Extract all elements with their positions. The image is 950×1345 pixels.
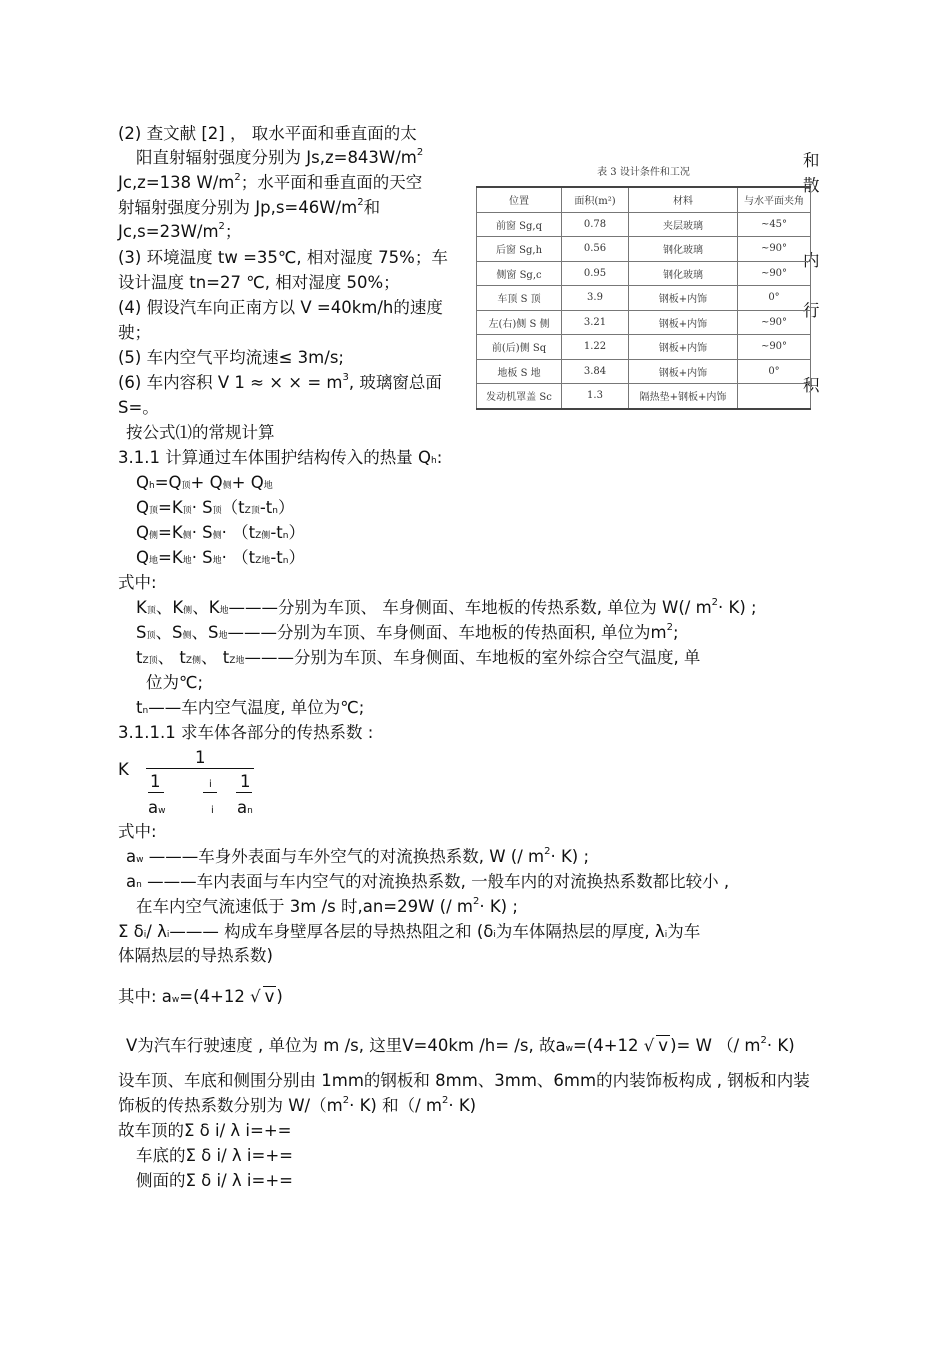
table-row [477, 335, 811, 360]
text-line: (2) 查文献 [2] ， 取水平面和垂直面的太 [118, 124, 417, 143]
table-row [477, 359, 811, 384]
text-line: 体隔热层的导热系数) [118, 946, 273, 965]
table-cell: ~90° [738, 237, 811, 262]
table-row [477, 286, 811, 311]
table-cell: ~90° [738, 261, 811, 286]
side-char: 内 [803, 251, 820, 270]
text-line: 式中: [118, 822, 157, 841]
table-cell: 后窗 Sg,h [477, 237, 562, 262]
table-cell: 前窗 Sg,q [477, 212, 562, 237]
formula-term: i [209, 779, 212, 790]
table-header: 材料 [629, 187, 738, 212]
text-line: 故车顶的Σ δ i/ λ i=+= [118, 1121, 292, 1140]
text-line: 车底的Σ δ i/ λ i=+= [136, 1146, 293, 1165]
formula-numerator: 1 [195, 748, 206, 767]
text-line: K顶、K侧、K地———分别为车顶、 车身侧面、车地板的传热系数, 单位为 W(/ $m^2\cdot K$) ; [136, 597, 757, 617]
table-cell: 0.95 [562, 261, 629, 286]
table-cell: 钢化玻璃 [629, 237, 738, 262]
text-line: (6) 车内容积 V 1 ≈ × × = $m^3$, 玻璃窗总面 [118, 372, 442, 392]
text-line: 位为℃; [146, 673, 204, 692]
text-line: 设计温度 tn=27 ℃, 相对湿度 50%； [118, 273, 400, 292]
fraction-bar [236, 792, 252, 793]
table-cell: ~45° [738, 212, 811, 237]
table-header: 位置 [477, 187, 562, 212]
text-line: Σ δi/ λi——— 构成车身壁厚各层的导热热阻之和 (δi为车体隔热层的厚度, λi为车 [118, 922, 701, 941]
text-line: 式中: [118, 573, 157, 592]
table-cell: 3.9 [562, 286, 629, 311]
text-line: 饰板的传热系数分别为 $W/(m^2\cdot K)$ 和（/ $m^2\cdot K$) [118, 1095, 477, 1115]
text-line: (5) 车内空气平均流速≤ 3m/s; [118, 348, 344, 367]
text-line: 阳直射辐射强度分别为 $Js,z=843W/m^2$ [136, 147, 424, 167]
text-line: $Jc,s=23W/m^2$； [118, 221, 242, 241]
table-cell: 1.22 [562, 335, 629, 360]
fraction-bar [148, 792, 164, 793]
equation: Qh=Q顶+ Q侧+ Q地 [136, 473, 273, 492]
table-cell: 夹层玻璃 [629, 212, 738, 237]
table-cell: 0.78 [562, 212, 629, 237]
text-line: 在车内空气流速低于 3m /s 时,an=29W (/ $m^2\cdot K$) ; [136, 896, 518, 916]
table-title: 表 3 设计条件和工况 [597, 167, 690, 178]
table-cell: 钢板+内饰 [629, 359, 738, 384]
table-cell: 钢板+内饰 [629, 286, 738, 311]
text-line: 侧面的Σ δ i/ λ i=+= [136, 1171, 293, 1190]
section-heading: 3.1.1 计算通过车体围护结构传入的热量 Qh: [118, 448, 443, 467]
section-heading: 3.1.1.1 求车体各部分的传热系数 : [118, 723, 374, 742]
table-header: 面积(m²) [562, 187, 629, 212]
table-cell: 3.84 [562, 359, 629, 384]
formula-term: 1 [240, 772, 251, 791]
table-cell: 侧窗 Sg,c [477, 261, 562, 286]
equation: Q地=K地· S地· （tZ地-tn） [136, 548, 305, 567]
formula-term: aw [148, 798, 166, 817]
equation: Q顶=K顶· S顶（tZ顶-tn） [136, 498, 295, 517]
table-cell: 前(后)侧 Sq [477, 335, 562, 360]
text-line: 其中: aw=(4+12 √ v ) [118, 987, 283, 1006]
text-line: S=。 [118, 398, 159, 417]
formula-term: 1 [150, 772, 161, 791]
formula-k: K [118, 760, 129, 779]
text-line: V为汽车行驶速度 , 单位为 m /s, 这里V=40km /h= /s, 故aw=(4+12 √ v )= W （/ $m^2\cdot K$) [126, 1035, 795, 1055]
side-char: 和 [803, 151, 820, 170]
table-row [477, 384, 811, 409]
text-line: (3) 环境温度 tw =35℃, 相对湿度 75%；车 [118, 248, 448, 267]
table-cell: 发动机罩盖 Sc [477, 384, 562, 409]
side-char: 散 [803, 176, 820, 195]
table-cell: 3.21 [562, 310, 629, 335]
text-line: S顶、S侧、S地———分别为车顶、车身侧面、车地板的传热面积, 单位为$m^2$; [136, 622, 679, 642]
text-line: 设车顶、车底和侧围分别由 1mm的钢板和 8mm、3mm、6mm的内装饰板构成 , 钢板和内装 [118, 1071, 810, 1090]
side-char: 行 [803, 301, 820, 320]
text-line: 按公式⑴的常规计算 [126, 423, 275, 442]
table-cell [738, 384, 811, 409]
table-header: 与水平面夹角 [738, 187, 811, 212]
table-cell: 0° [738, 286, 811, 311]
formula-term: i [211, 805, 214, 816]
table-cell: 0.56 [562, 237, 629, 262]
table-cell: 车顶 S 顶 [477, 286, 562, 311]
fraction-bar [203, 792, 217, 793]
table [476, 186, 811, 410]
design-conditions-table [474, 158, 813, 408]
text-line: tZ顶、 tZ侧、 tZ地———分别为车顶、车身侧面、车地板的室外综合空气温度, 单 [136, 648, 701, 667]
table-cell: ~90° [738, 310, 811, 335]
text-line: 驶； [118, 323, 151, 342]
table-row [477, 310, 811, 335]
equation: Q侧=K侧· S侧· （tZ侧-tn） [136, 523, 305, 542]
table-cell: 0° [738, 359, 811, 384]
table-cell: 钢板+内饰 [629, 310, 738, 335]
text-line: an ———车内表面与车内空气的对流换热系数, 一般车内的对流换热系数都比较小 , [126, 872, 730, 891]
table-row [477, 237, 811, 262]
text-line: Jc,z=138 $W/m^2$；水平面和垂直面的天空 [118, 172, 423, 192]
table-cell: 隔热垫+钢板+内饰 [629, 384, 738, 409]
fraction-bar [146, 768, 254, 769]
table-cell: 左(右)侧 S 侧 [477, 310, 562, 335]
table-cell: 钢板+内饰 [629, 335, 738, 360]
table-cell: 钢化玻璃 [629, 261, 738, 286]
table-row [477, 261, 811, 286]
table-cell: ~90° [738, 335, 811, 360]
table-cell: 1.3 [562, 384, 629, 409]
side-char: 积 [803, 376, 820, 395]
text-line: 射辐射强度分别为 $Jp,s=46W/m^2$和 [118, 197, 381, 217]
text-line: aw ———车身外表面与车外空气的对流换热系数, W (/ $m^2\cdot K$) ; [126, 846, 590, 866]
text-line: (4) 假设汽车向正南方以 V =40km/h的速度 [118, 298, 443, 317]
table-cell: 地板 S 地 [477, 359, 562, 384]
formula-term: an [237, 798, 253, 817]
table-row [477, 212, 811, 237]
text-line: tn——车内空气温度, 单位为℃; [136, 698, 365, 717]
